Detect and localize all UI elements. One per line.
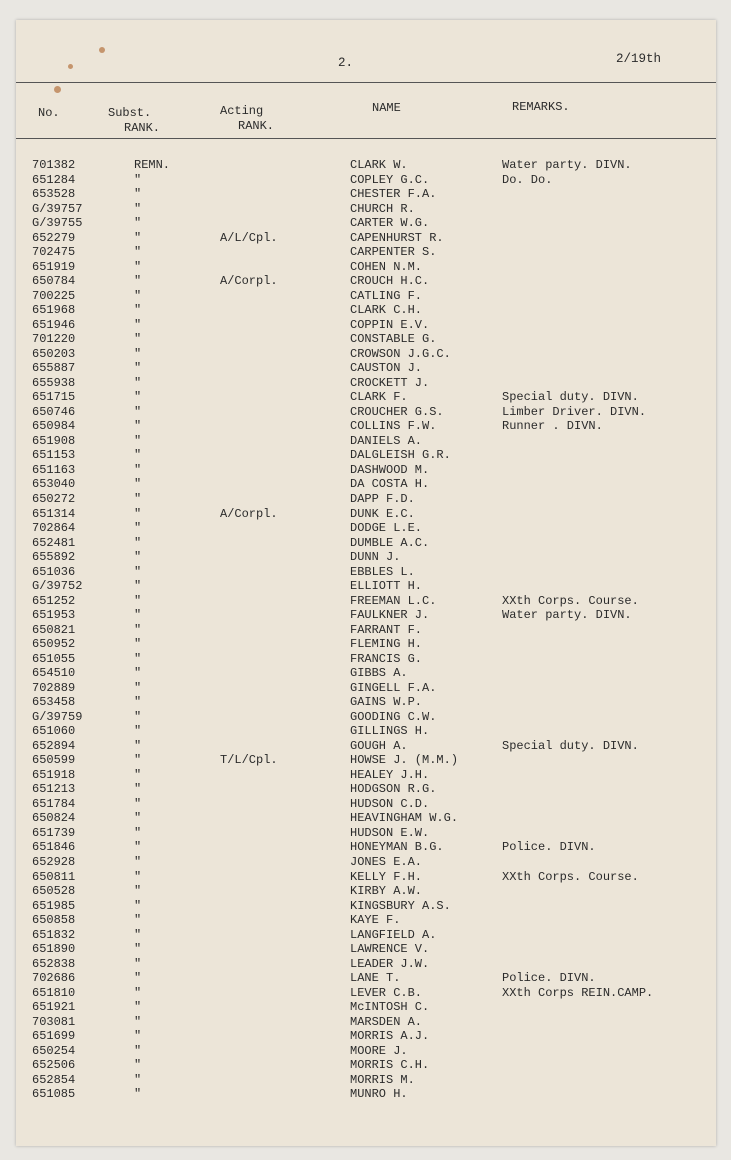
column-header-subst: Subst. <box>108 106 152 120</box>
service-number-cell: 651953 <box>32 608 76 623</box>
column-header-acting-rank: RANK. <box>238 119 275 133</box>
name-cell: CROUCHER G.S. <box>350 404 444 419</box>
service-number-cell: 652279 <box>32 230 76 245</box>
service-number-cell: 651908 <box>32 433 76 448</box>
service-number-cell: 651919 <box>32 259 76 274</box>
subst-rank-cell: " <box>134 230 142 245</box>
table-row <box>16 376 716 390</box>
table-row <box>16 173 716 187</box>
name-cell: LEADER J.W. <box>350 956 430 971</box>
subst-rank-cell: " <box>134 564 142 579</box>
table-row <box>16 739 716 753</box>
remarks-cell: Water party. DIVN. <box>502 608 632 623</box>
name-cell: DASHWOOD M. <box>350 462 430 477</box>
acting-rank-cell: T/L/Cpl. <box>220 753 278 768</box>
rust-stain <box>99 47 105 53</box>
subst-rank-cell: " <box>134 375 142 390</box>
table-row <box>16 187 716 201</box>
table-row <box>16 870 716 884</box>
table-row <box>16 811 716 825</box>
name-cell: COPPIN E.V. <box>350 317 430 332</box>
subst-rank-cell: " <box>134 709 142 724</box>
header-top-rule <box>16 82 716 83</box>
name-cell: CAPENHURST R. <box>350 230 444 245</box>
name-cell: HEAVINGHAM W.G. <box>350 811 459 826</box>
service-number-cell: 703081 <box>32 1014 76 1029</box>
table-row <box>16 347 716 361</box>
service-number-cell: 655938 <box>32 375 76 390</box>
service-number-cell: 700225 <box>32 288 76 303</box>
service-number-cell: 651890 <box>32 942 76 957</box>
service-number-cell: 651055 <box>32 651 76 666</box>
name-cell: LANGFIELD A. <box>350 927 437 942</box>
acting-rank-cell: A/L/Cpl. <box>220 230 278 245</box>
subst-rank-cell: " <box>134 666 142 681</box>
service-number-cell: 650272 <box>32 492 76 506</box>
name-cell: GOODING C.W. <box>350 709 437 724</box>
service-number-cell: 702475 <box>32 245 76 260</box>
service-number-cell: 651784 <box>32 796 76 811</box>
name-cell: DODGE L.E. <box>350 521 423 535</box>
subst-rank-cell: " <box>134 622 142 637</box>
table-row <box>16 753 716 767</box>
name-cell: DUMBLE A.C. <box>350 535 430 550</box>
table-row <box>16 1000 716 1014</box>
service-number-cell: 651036 <box>32 564 76 579</box>
service-number-cell: G/39759 <box>32 709 83 724</box>
subst-rank-cell: " <box>134 579 142 594</box>
name-cell: CROWSON J.G.C. <box>350 346 451 361</box>
subst-rank-cell: " <box>134 477 142 492</box>
table-row <box>16 390 716 404</box>
column-header-acting: Acting <box>220 104 264 118</box>
service-number-cell: 651163 <box>32 462 76 477</box>
service-number-cell: 702889 <box>32 680 76 695</box>
document-reference: 2/19th <box>616 52 662 66</box>
name-cell: HOWSE J. (M.M.) <box>350 753 459 768</box>
subst-rank-cell: " <box>134 593 142 608</box>
acting-rank-cell: A/Corpl. <box>220 506 278 521</box>
service-number-cell: 651946 <box>32 317 76 332</box>
table-row <box>16 1015 716 1029</box>
subst-rank-cell: " <box>134 782 142 797</box>
name-cell: DAPP F.D. <box>350 492 415 506</box>
subst-rank-cell: " <box>134 201 142 216</box>
table-row <box>16 840 716 854</box>
table-row <box>16 419 716 433</box>
subst-rank-cell: " <box>134 216 142 231</box>
subst-rank-cell: " <box>134 898 142 913</box>
service-number-cell: 651314 <box>32 506 76 521</box>
name-cell: MORRIS A.J. <box>350 1029 430 1044</box>
table-row <box>16 260 716 274</box>
name-cell: DANIELS A. <box>350 433 423 448</box>
subst-rank-cell: " <box>134 985 142 1000</box>
table-row <box>16 202 716 216</box>
service-number-cell: 655887 <box>32 361 76 376</box>
subst-rank-cell: " <box>134 1087 142 1102</box>
service-number-cell: 651715 <box>32 390 76 405</box>
name-cell: COHEN N.M. <box>350 259 423 274</box>
subst-rank-cell: " <box>134 317 142 332</box>
service-number-cell: 651846 <box>32 840 76 855</box>
name-cell: GOUGH A. <box>350 738 408 753</box>
name-cell: CROCKETT J. <box>350 375 430 390</box>
table-row <box>16 492 716 506</box>
name-cell: GAINS W.P. <box>350 695 423 710</box>
table-row <box>16 448 716 462</box>
service-number-cell: 653040 <box>32 477 76 492</box>
remarks-cell: XXth Corps. Course. <box>502 869 639 884</box>
service-number-cell: 651060 <box>32 724 76 739</box>
subst-rank-cell: " <box>134 767 142 782</box>
column-header-subst-rank: RANK. <box>124 121 161 135</box>
remarks-cell: Special duty. DIVN. <box>502 390 639 405</box>
name-cell: EBBLES L. <box>350 564 415 579</box>
remarks-cell: Runner . DIVN. <box>502 419 603 434</box>
table-row <box>16 652 716 666</box>
remarks-cell: Limber Driver. DIVN. <box>502 404 647 419</box>
table-row <box>16 434 716 448</box>
table-row <box>16 1029 716 1043</box>
subst-rank-cell: " <box>134 1058 142 1073</box>
remarks-cell: XXth Corps. Course. <box>502 593 639 608</box>
name-cell: LANE T. <box>350 971 401 986</box>
rust-stain <box>68 64 73 69</box>
service-number-cell: 650203 <box>32 346 76 361</box>
name-cell: DUNN J. <box>350 550 401 564</box>
service-number-cell: 655892 <box>32 550 76 564</box>
rust-stain <box>54 86 61 93</box>
service-number-cell: 650858 <box>32 913 76 927</box>
name-cell: KIRBY A.W. <box>350 884 423 898</box>
subst-rank-cell: " <box>134 288 142 303</box>
table-row <box>16 623 716 637</box>
remarks-cell: Do. Do. <box>502 172 553 187</box>
table-row <box>16 332 716 346</box>
subst-rank-cell: " <box>134 680 142 695</box>
table-row <box>16 855 716 869</box>
table-row <box>16 942 716 956</box>
name-cell: DUNK E.C. <box>350 506 415 521</box>
service-number-cell: 651213 <box>32 782 76 797</box>
service-number-cell: 650952 <box>32 637 76 652</box>
table-row <box>16 899 716 913</box>
table-row <box>16 477 716 491</box>
table-row <box>16 884 716 898</box>
remarks-cell: Police. DIVN. <box>502 971 596 986</box>
table-row <box>16 971 716 985</box>
service-number-cell: 651085 <box>32 1087 76 1102</box>
name-cell: FAULKNER J. <box>350 608 430 623</box>
service-number-cell: 652894 <box>32 738 76 753</box>
name-cell: GILLINGS H. <box>350 724 430 739</box>
subst-rank-cell: " <box>134 651 142 666</box>
subst-rank-cell: " <box>134 927 142 942</box>
table-row <box>16 507 716 521</box>
name-cell: MUNRO H. <box>350 1087 408 1102</box>
subst-rank-cell: " <box>134 1029 142 1044</box>
name-cell: MARSDEN A. <box>350 1014 423 1029</box>
service-number-cell: 650254 <box>32 1043 76 1058</box>
service-number-cell: 652928 <box>32 855 76 869</box>
subst-rank-cell: " <box>134 245 142 260</box>
service-number-cell: 650824 <box>32 811 76 826</box>
subst-rank-cell: " <box>134 796 142 811</box>
subst-rank-cell: " <box>134 1072 142 1087</box>
service-number-cell: 651252 <box>32 593 76 608</box>
table-row <box>16 231 716 245</box>
table-row <box>16 724 716 738</box>
subst-rank-cell: " <box>134 535 142 550</box>
service-number-cell: G/39755 <box>32 216 83 231</box>
subst-rank-cell: " <box>134 550 142 564</box>
table-row <box>16 550 716 564</box>
table-row <box>16 782 716 796</box>
remarks-cell: XXth Corps REIN.CAMP. <box>502 985 654 1000</box>
table-row <box>16 1087 716 1101</box>
name-cell: CHESTER F.A. <box>350 187 437 201</box>
subst-rank-cell: " <box>134 855 142 869</box>
subst-rank-cell: " <box>134 637 142 652</box>
name-cell: LEVER C.B. <box>350 985 423 1000</box>
service-number-cell: 650746 <box>32 404 76 419</box>
remarks-cell: Police. DIVN. <box>502 840 596 855</box>
name-cell: ELLIOTT H. <box>350 579 423 594</box>
table-row <box>16 579 716 593</box>
column-header-name: NAME <box>372 101 401 115</box>
table-row <box>16 608 716 622</box>
subst-rank-cell: " <box>134 390 142 405</box>
header-bottom-rule <box>16 138 716 139</box>
table-row <box>16 666 716 680</box>
subst-rank-cell: " <box>134 869 142 884</box>
subst-rank-cell: " <box>134 361 142 376</box>
service-number-cell: 651832 <box>32 927 76 942</box>
name-cell: FLEMING H. <box>350 637 423 652</box>
subst-rank-cell: " <box>134 187 142 201</box>
service-number-cell: 651810 <box>32 985 76 1000</box>
subst-rank-cell: " <box>134 433 142 448</box>
table-row <box>16 681 716 695</box>
table-row <box>16 318 716 332</box>
table-row <box>16 797 716 811</box>
service-number-cell: 651699 <box>32 1029 76 1044</box>
subst-rank-cell: " <box>134 942 142 957</box>
subst-rank-cell: " <box>134 1014 142 1029</box>
table-row <box>16 521 716 535</box>
subst-rank-cell: " <box>134 724 142 739</box>
subst-rank-cell: " <box>134 811 142 826</box>
service-number-cell: 702864 <box>32 521 76 535</box>
name-cell: COPLEY G.C. <box>350 172 430 187</box>
subst-rank-cell: " <box>134 913 142 927</box>
name-cell: MORRIS C.H. <box>350 1058 430 1073</box>
subst-rank-cell: " <box>134 608 142 623</box>
name-cell: McINTOSH C. <box>350 1000 430 1015</box>
subst-rank-cell: " <box>134 346 142 361</box>
service-number-cell: 650528 <box>32 884 76 898</box>
service-number-cell: G/39757 <box>32 201 83 216</box>
table-row <box>16 957 716 971</box>
table-row <box>16 216 716 230</box>
subst-rank-cell: " <box>134 738 142 753</box>
subst-rank-cell: " <box>134 259 142 274</box>
subst-rank-cell: " <box>134 1043 142 1058</box>
table-row <box>16 1044 716 1058</box>
table-row <box>16 826 716 840</box>
name-cell: FREEMAN L.C. <box>350 593 437 608</box>
name-cell: GIBBS A. <box>350 666 408 681</box>
subst-rank-cell: " <box>134 506 142 521</box>
name-cell: CAUSTON J. <box>350 361 423 376</box>
name-cell: MORRIS M. <box>350 1072 415 1087</box>
service-number-cell: 651985 <box>32 898 76 913</box>
acting-rank-cell: A/Corpl. <box>220 274 278 289</box>
table-row <box>16 303 716 317</box>
service-number-cell: 652506 <box>32 1058 76 1073</box>
name-cell: KELLY F.H. <box>350 869 423 884</box>
column-header-remarks: REMARKS. <box>512 100 570 114</box>
name-cell: COLLINS F.W. <box>350 419 437 434</box>
name-cell: CHURCH R. <box>350 201 415 216</box>
subst-rank-cell: " <box>134 884 142 898</box>
service-number-cell: 651968 <box>32 303 76 318</box>
service-number-cell: 650599 <box>32 753 76 768</box>
name-cell: KAYE F. <box>350 913 401 927</box>
table-row <box>16 913 716 927</box>
name-cell: DA COSTA H. <box>350 477 430 492</box>
name-cell: CONSTABLE G. <box>350 332 437 347</box>
name-cell: GINGELL F.A. <box>350 680 437 695</box>
name-cell: KINGSBURY A.S. <box>350 898 451 913</box>
table-row <box>16 289 716 303</box>
subst-rank-cell: " <box>134 825 142 840</box>
subst-rank-cell: " <box>134 419 142 434</box>
subst-rank-cell: " <box>134 448 142 463</box>
name-cell: MOORE J. <box>350 1043 408 1058</box>
subst-rank-cell: " <box>134 1000 142 1015</box>
service-number-cell: 651739 <box>32 825 76 840</box>
service-number-cell: 650811 <box>32 869 76 884</box>
subst-rank-cell: " <box>134 956 142 971</box>
name-cell: FRANCIS G. <box>350 651 423 666</box>
subst-rank-cell: " <box>134 404 142 419</box>
name-cell: HONEYMAN B.G. <box>350 840 444 855</box>
service-number-cell: 651153 <box>32 448 76 463</box>
table-row <box>16 695 716 709</box>
service-number-cell: G/39752 <box>32 579 83 594</box>
service-number-cell: 650784 <box>32 274 76 289</box>
service-number-cell: 651921 <box>32 1000 76 1015</box>
table-row <box>16 594 716 608</box>
name-cell: HEALEY J.H. <box>350 767 430 782</box>
service-number-cell: 650984 <box>32 419 76 434</box>
name-cell: CLARK W. <box>350 158 408 172</box>
table-row <box>16 463 716 477</box>
name-cell: HUDSON E.W. <box>350 825 430 840</box>
table-row <box>16 1058 716 1072</box>
service-number-cell: 652481 <box>32 535 76 550</box>
service-number-cell: 653528 <box>32 187 76 201</box>
name-cell: DALGLEISH G.R. <box>350 448 451 463</box>
name-cell: CATLING F. <box>350 288 423 303</box>
table-row <box>16 565 716 579</box>
subst-rank-cell: " <box>134 492 142 506</box>
subst-rank-cell: " <box>134 274 142 289</box>
table-row <box>16 768 716 782</box>
service-number-cell: 701220 <box>32 332 76 347</box>
table-row <box>16 245 716 259</box>
service-number-cell: 654510 <box>32 666 76 681</box>
table-row <box>16 1073 716 1087</box>
name-cell: HUDSON C.D. <box>350 796 430 811</box>
table-row <box>16 405 716 419</box>
name-cell: CARPENTER S. <box>350 245 437 260</box>
subst-rank-cell: " <box>134 303 142 318</box>
name-cell: CARTER W.G. <box>350 216 430 231</box>
subst-rank-cell: REMN. <box>134 158 171 172</box>
table-row <box>16 928 716 942</box>
service-number-cell: 651284 <box>32 172 76 187</box>
subst-rank-cell: " <box>134 172 142 187</box>
service-number-cell: 651918 <box>32 767 76 782</box>
page-number: 2. <box>338 56 354 70</box>
table-row <box>16 710 716 724</box>
name-cell: CLARK C.H. <box>350 303 423 318</box>
document-page <box>16 20 716 1146</box>
service-number-cell: 702686 <box>32 971 76 986</box>
name-cell: FARRANT F. <box>350 622 423 637</box>
service-number-cell: 701382 <box>32 158 76 172</box>
column-header-no: No. <box>38 106 60 120</box>
table-row <box>16 361 716 375</box>
name-cell: LAWRENCE V. <box>350 942 430 957</box>
table-row <box>16 637 716 651</box>
name-cell: CLARK F. <box>350 390 408 405</box>
service-number-cell: 650821 <box>32 622 76 637</box>
name-cell: JONES E.A. <box>350 855 423 869</box>
subst-rank-cell: " <box>134 521 142 535</box>
table-row <box>16 158 716 172</box>
service-number-cell: 653458 <box>32 695 76 710</box>
subst-rank-cell: " <box>134 840 142 855</box>
table-row <box>16 274 716 288</box>
table-row <box>16 536 716 550</box>
remarks-cell: Water party. DIVN. <box>502 158 632 172</box>
subst-rank-cell: " <box>134 462 142 477</box>
table-row <box>16 986 716 1000</box>
subst-rank-cell: " <box>134 332 142 347</box>
remarks-cell: Special duty. DIVN. <box>502 738 639 753</box>
service-number-cell: 652838 <box>32 956 76 971</box>
subst-rank-cell: " <box>134 695 142 710</box>
service-number-cell: 652854 <box>32 1072 76 1087</box>
name-cell: CROUCH H.C. <box>350 274 430 289</box>
subst-rank-cell: " <box>134 753 142 768</box>
name-cell: HODGSON R.G. <box>350 782 437 797</box>
subst-rank-cell: " <box>134 971 142 986</box>
